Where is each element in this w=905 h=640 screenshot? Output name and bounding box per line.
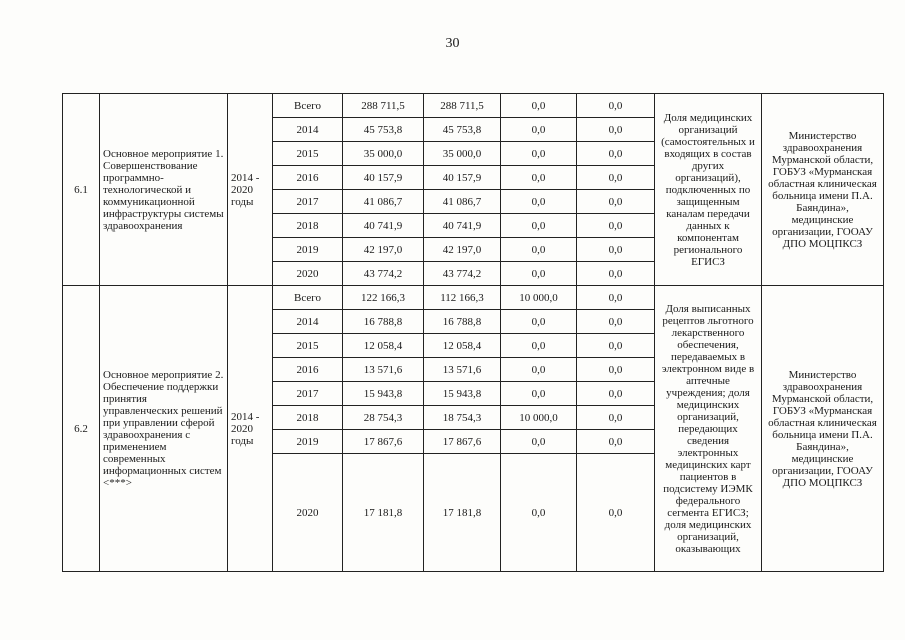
total-cell: 45 753,8 [343,118,424,142]
responsible-executor: Министерство здравоохранения Мурманской области, ГОБУЗ «Мурманская областная клиническая больница имени П.А. Баяндина», медицинские организации, ГООАУ ДПО МОЦПКСЗ [762,94,884,286]
total-cell: 40 157,9 [343,166,424,190]
total-cell: 43 774,2 [343,262,424,286]
target-indicator: Доля медицинских организаций (самостоятельных и входящих в состав других организаций), подключенных по защищенным каналам передачи данных к компонентам регионального ЕГИСЗ [655,94,762,286]
year-cell: 2015 [273,142,343,166]
target-indicator: Доля выписанных рецептов льготного лекарственного обеспечения, передаваемых в электронном виде в аптечные учреждения; доля медицинских организаций, передающих сведения электронных медицинских карт пациентов в подсистему ИЭМК федерального сегмента ЕГИСЗ; доля медицинских организаций, оказывающих [655,286,762,572]
regional-budget-cell: 41 086,7 [424,190,501,214]
federal-budget-cell: 0,0 [501,166,577,190]
other-sources-cell: 0,0 [577,334,655,358]
activity-name: Основное мероприятие 2. Обеспечение поддержки принятия управленческих решений при управлении сферой здравоохранения с применением современных информационных систем <***> [100,286,228,572]
program-activities-table [62,93,884,572]
regional-budget-cell: 17 181,8 [424,454,501,572]
federal-budget-cell: 0,0 [501,454,577,572]
year-cell: 2014 [273,310,343,334]
regional-budget-cell: 40 157,9 [424,166,501,190]
year-cell: 2018 [273,214,343,238]
total-cell: 288 711,5 [343,94,424,118]
total-cell: 17 867,6 [343,430,424,454]
regional-budget-cell: 288 711,5 [424,94,501,118]
year-cell: Всего [273,286,343,310]
year-cell: 2014 [273,118,343,142]
other-sources-cell: 0,0 [577,310,655,334]
year-cell: 2017 [273,190,343,214]
activity-name: Основное мероприятие 1. Совершенствование программно-технологической и коммуникационной инфраструктуры системы здравоохранения [100,94,228,286]
federal-budget-cell: 0,0 [501,358,577,382]
federal-budget-cell: 0,0 [501,118,577,142]
other-sources-cell: 0,0 [577,286,655,310]
page-number: 30 [445,36,460,51]
total-cell: 42 197,0 [343,238,424,262]
responsible-executor: Министерство здравоохранения Мурманской области, ГОБУЗ «Мурманская областная клиническая больница имени П.А. Баяндина», медицинские организации, ГООАУ ДПО МОЦПКСЗ [762,286,884,572]
federal-budget-cell: 0,0 [501,142,577,166]
year-cell: 2020 [273,454,343,572]
regional-budget-cell: 40 741,9 [424,214,501,238]
regional-budget-cell: 45 753,8 [424,118,501,142]
federal-budget-cell: 0,0 [501,310,577,334]
regional-budget-cell: 16 788,8 [424,310,501,334]
regional-budget-cell: 18 754,3 [424,406,501,430]
regional-budget-cell: 13 571,6 [424,358,501,382]
total-cell: 41 086,7 [343,190,424,214]
federal-budget-cell: 10 000,0 [501,406,577,430]
other-sources-cell: 0,0 [577,94,655,118]
other-sources-cell: 0,0 [577,358,655,382]
activity-number: 6.2 [63,286,100,572]
activity-number: 6.1 [63,94,100,286]
total-cell: 12 058,4 [343,334,424,358]
year-cell: Всего [273,94,343,118]
regional-budget-cell: 17 867,6 [424,430,501,454]
total-cell: 28 754,3 [343,406,424,430]
other-sources-cell: 0,0 [577,166,655,190]
federal-budget-cell: 0,0 [501,238,577,262]
regional-budget-cell: 43 774,2 [424,262,501,286]
federal-budget-cell: 0,0 [501,430,577,454]
total-cell: 17 181,8 [343,454,424,572]
federal-budget-cell: 0,0 [501,262,577,286]
other-sources-cell: 0,0 [577,430,655,454]
regional-budget-cell: 42 197,0 [424,238,501,262]
year-cell: 2020 [273,262,343,286]
regional-budget-cell: 35 000,0 [424,142,501,166]
regional-budget-cell: 12 058,4 [424,334,501,358]
year-cell: 2016 [273,166,343,190]
total-cell: 35 000,0 [343,142,424,166]
table-row [63,94,884,118]
year-cell: 2017 [273,382,343,406]
other-sources-cell: 0,0 [577,382,655,406]
other-sources-cell: 0,0 [577,262,655,286]
regional-budget-cell: 15 943,8 [424,382,501,406]
regional-budget-cell: 112 166,3 [424,286,501,310]
other-sources-cell: 0,0 [577,118,655,142]
federal-budget-cell: 0,0 [501,190,577,214]
federal-budget-cell: 0,0 [501,214,577,238]
activity-period: 2014 - 2020 годы [228,286,273,572]
total-cell: 15 943,8 [343,382,424,406]
table-row [63,286,884,310]
other-sources-cell: 0,0 [577,142,655,166]
other-sources-cell: 0,0 [577,214,655,238]
other-sources-cell: 0,0 [577,454,655,572]
federal-budget-cell: 0,0 [501,382,577,406]
other-sources-cell: 0,0 [577,238,655,262]
year-cell: 2019 [273,430,343,454]
federal-budget-cell: 10 000,0 [501,286,577,310]
activity-period: 2014 - 2020 годы [228,94,273,286]
federal-budget-cell: 0,0 [501,334,577,358]
other-sources-cell: 0,0 [577,190,655,214]
year-cell: 2018 [273,406,343,430]
total-cell: 122 166,3 [343,286,424,310]
other-sources-cell: 0,0 [577,406,655,430]
federal-budget-cell: 0,0 [501,94,577,118]
year-cell: 2015 [273,334,343,358]
total-cell: 13 571,6 [343,358,424,382]
total-cell: 40 741,9 [343,214,424,238]
total-cell: 16 788,8 [343,310,424,334]
year-cell: 2016 [273,358,343,382]
year-cell: 2019 [273,238,343,262]
